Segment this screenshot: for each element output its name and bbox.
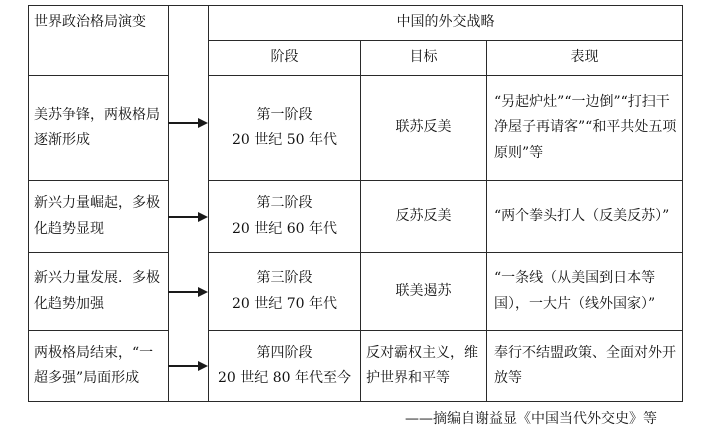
- row-3-evolution-text: 新兴力量发展．多极化趋势加强: [34, 270, 160, 312]
- row-3-evolution: [34, 253, 164, 330]
- row-3-stage-period: 20 世纪 70 年代: [232, 295, 337, 312]
- row-1-stage-name: 第一阶段: [256, 106, 313, 123]
- row-2-evolution: [34, 181, 164, 252]
- row-2-stage-name: 第二阶段: [256, 195, 313, 212]
- row-3-stage: [209, 253, 360, 330]
- source-caption: ——摘编自谢益显《中国当代外交史》等: [405, 411, 657, 428]
- row-3-performance-text: “一条线（从美国到日本等国），一大片（线外国家）”: [494, 270, 656, 312]
- row-4-stage: [209, 331, 360, 401]
- row-2-evolution-text: 新兴力量崛起，多极化趋势显现: [34, 195, 160, 237]
- row-2-stage-period: 20 世纪 60 年代: [232, 220, 337, 237]
- row-3-performance: [494, 253, 677, 330]
- row-4-goal: [366, 331, 484, 401]
- row-1-stage: [209, 76, 360, 180]
- stage-header-text: 阶段: [270, 49, 299, 66]
- left-column-right-border: [168, 5, 169, 402]
- row-4-performance-text: 奉行不结盟政策、全面对外开放等: [494, 344, 676, 386]
- goal-column-header: [361, 41, 486, 75]
- row-4-stage-name: 第四阶段: [256, 344, 313, 361]
- row-1-evolution-text: 美苏争锋，两极格局逐渐形成: [34, 106, 160, 148]
- left-header-cell: [34, 5, 164, 40]
- right-header-text: 中国的外交战略: [396, 13, 495, 30]
- row-4-evolution-text: 两极格局结束，“一超多强”局面形成: [34, 344, 154, 386]
- row-4-performance: [494, 331, 677, 401]
- row-4-stage-period: 20 世纪 80 年代至今: [218, 370, 351, 386]
- row-4-evolution: [34, 331, 164, 401]
- row-1-stage-period: 20 世纪 50 年代: [232, 132, 337, 148]
- row-3-goal-text: 联美遏苏: [395, 282, 452, 299]
- table-border-left: [28, 5, 29, 402]
- stage-column-header: [209, 41, 360, 75]
- row-2-stage: [209, 181, 360, 252]
- table-border-bottom: [28, 401, 682, 402]
- row-1-goal-text: 联苏反美: [395, 119, 452, 136]
- row-4-goal-text: 反对霸权主义，维护世界和平等: [366, 344, 478, 386]
- row-1-evolution: [34, 76, 164, 180]
- row-2-performance-text: “两个拳头打人（反美反苏）”: [494, 207, 670, 224]
- performance-header-text: 表现: [570, 49, 599, 66]
- row-3-stage-name: 第三阶段: [256, 270, 313, 287]
- row-2-goal: [361, 181, 486, 252]
- row-1-performance-text: “另起炉灶”“一边倒”“打扫干净屋子再请客”“和平共处五项原则”等: [494, 94, 677, 161]
- row-2-goal-text: 反苏反美: [395, 207, 452, 224]
- row-2-performance: [494, 181, 677, 252]
- row-1-performance: [494, 76, 677, 180]
- performance-column-header: [487, 41, 682, 75]
- goal-header-text: 目标: [409, 49, 438, 66]
- left-header-text: 世界政治格局演变: [34, 13, 146, 30]
- table-border-right: [682, 5, 683, 402]
- row-1-goal: [361, 76, 486, 180]
- goal-performance-divider: [486, 40, 487, 402]
- right-header-cell: [209, 5, 682, 40]
- row-3-goal: [361, 253, 486, 330]
